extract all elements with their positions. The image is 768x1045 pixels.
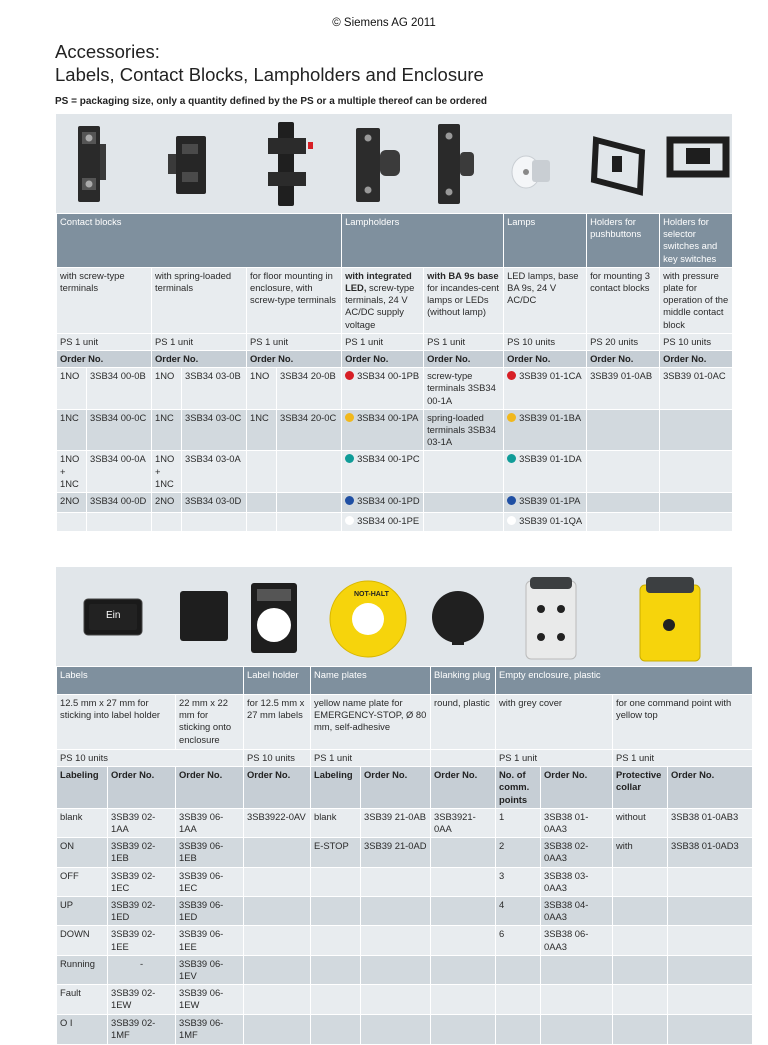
- comm-points: 6: [496, 926, 541, 955]
- ps-cell: PS 10 units: [504, 333, 587, 350]
- product-images-1: [56, 114, 732, 214]
- ps-cell: PS 10 units: [660, 333, 733, 350]
- labeling: DOWN: [57, 926, 108, 955]
- contact-type: 2NO: [57, 493, 87, 513]
- table-row: [57, 513, 733, 532]
- contact-block-floor-image: [268, 122, 313, 206]
- table-row: [57, 985, 753, 1015]
- table-row: [57, 867, 753, 896]
- page-title: [55, 40, 484, 86]
- order-number: 3SB38 01-0AD3: [668, 838, 753, 867]
- ps-cell: PS 20 units: [587, 333, 660, 350]
- table1-ps-row: [57, 333, 733, 350]
- order-number: 3SB34 03-0D: [182, 493, 247, 513]
- lamp-order-white: 3SB39 01-1QA: [504, 513, 587, 532]
- labeling: O I: [57, 1015, 108, 1044]
- collar-header: Protective collar: [613, 767, 668, 809]
- desc-spring-terminals: with spring-loaded terminals: [152, 267, 247, 333]
- desc-enclosure-yellow: for one command point with yellow top: [613, 695, 753, 750]
- blue-led-icon: [345, 496, 354, 505]
- title-line-2: Labels, Contact Blocks, Lampholders and Enclosure: [55, 64, 484, 85]
- order-no-header: Order No.: [587, 351, 660, 368]
- ps-cell: PS 1 unit: [311, 750, 431, 767]
- table-row: [57, 897, 753, 926]
- red-led-icon: [507, 371, 516, 380]
- labeling-header: Labeling: [311, 767, 361, 809]
- labeling-header: Labeling: [57, 767, 108, 809]
- table-row: [57, 838, 753, 867]
- header-name-plates: Name plates: [311, 667, 431, 695]
- labeling: UP: [57, 897, 108, 926]
- labeling: Fault: [57, 985, 108, 1015]
- table-row: [57, 409, 733, 451]
- enclosure-yellow-image: [640, 577, 700, 661]
- white-led-icon: [507, 516, 516, 525]
- accessories-table-1: [56, 213, 733, 532]
- order-number: 3SB34 03-0B: [182, 368, 247, 410]
- lampholder-ba9s-image: [438, 124, 474, 204]
- contact-block-screw-image: [78, 126, 106, 202]
- yellow-led-icon: [507, 413, 516, 422]
- desc-floor-mounting: for floor mounting in enclosure, with screw-type terminals: [247, 267, 342, 333]
- order-number: 3SB39 06-1EE: [176, 926, 244, 955]
- order-number: 3SB39 06-1EV: [176, 955, 244, 984]
- contact-type: 1NC: [152, 409, 182, 451]
- header-label-holder: Label holder: [244, 667, 311, 695]
- blue-led-icon: [507, 496, 516, 505]
- order-no-header: Order No.: [57, 351, 152, 368]
- header-holders-selector: Holders for selector switches and key switches: [660, 214, 733, 268]
- comm-points: 3: [496, 867, 541, 896]
- desc-enclosure-grey: with grey cover: [496, 695, 613, 750]
- order-number: 3SB39 02-1EW: [108, 985, 176, 1015]
- order-no-header: Order No.: [247, 351, 342, 368]
- table2-description-row: [57, 695, 753, 750]
- order-no-header: Order No.: [541, 767, 613, 809]
- ps-cell: PS 1 unit: [152, 333, 247, 350]
- desc-lamps: LED lamps, base BA 9s, 24 V AC/DC: [504, 267, 587, 333]
- red-led-icon: [345, 371, 354, 380]
- ba9s-order: spring-loaded terminals 3SB34 03-1A: [424, 409, 504, 451]
- order-number: 3SB39 06-1AA: [176, 808, 244, 837]
- lamp-order-yellow: 3SB39 01-1BA: [504, 409, 587, 451]
- order-no-header: Order No.: [342, 351, 424, 368]
- lampholder-order-green: 3SB34 00-1PC: [342, 451, 424, 493]
- order-number: 3SB39 06-1EB: [176, 838, 244, 867]
- lamp-order-blue: 3SB39 01-1PA: [504, 493, 587, 513]
- order-number: 3SB34 00-0A: [87, 451, 152, 493]
- desc-blanking-plug: round, plastic: [431, 695, 496, 750]
- comm-points-header: No. of comm. points: [496, 767, 541, 809]
- order-number: 3SB34 03-0A: [182, 451, 247, 493]
- order-no-header: Order No.: [176, 767, 244, 809]
- order-number: 3SB39 02-1EE: [108, 926, 176, 955]
- order-number: 3SB34 00-0D: [87, 493, 152, 513]
- product-image-band-1: [56, 114, 732, 214]
- holder-push-order: 3SB39 01-0AB: [587, 368, 660, 410]
- table2-column-header-row: [57, 767, 753, 809]
- label-square-image: [180, 591, 228, 641]
- table-row: [57, 926, 753, 955]
- collar: with: [613, 838, 668, 867]
- contact-type: 1NO: [57, 368, 87, 410]
- table-row: [57, 451, 733, 493]
- holder-pushbuttons-image: [594, 140, 642, 192]
- contact-type: 1NC: [247, 409, 277, 451]
- order-number: 3SB38 02-0AA3: [541, 838, 613, 867]
- table2-ps-row: [57, 750, 753, 767]
- green-led-icon: [507, 454, 516, 463]
- desc-holders-selector: with pressure plate for operation of the middle contact block: [660, 267, 733, 333]
- order-number: 3SB39 06-1ED: [176, 897, 244, 926]
- ps-cell: PS 10 units: [244, 750, 311, 767]
- order-number: 3SB39 21-0AB: [361, 808, 431, 837]
- lampholder-order-red: 3SB34 00-1PB: [342, 368, 424, 410]
- table-row: [57, 1015, 753, 1044]
- lampholder-order-yellow: 3SB34 00-1PA: [342, 409, 424, 451]
- desc-label-holder: for 12.5 mm x 27 mm labels: [244, 695, 311, 750]
- order-number: 3SB39 06-1EC: [176, 867, 244, 896]
- holder-selector-order: 3SB39 01-0AC: [660, 368, 733, 410]
- ps-cell: PS 1 unit: [342, 333, 424, 350]
- desc-name-plate: yellow name plate for EMERGENCY-STOP, Ø 80 mm, self-adhesive: [311, 695, 431, 750]
- desc-screw-terminals: with screw-type terminals: [57, 267, 152, 333]
- white-led-icon: [345, 516, 354, 525]
- packaging-size-note: PS = packaging size, only a quantity defined by the PS or a multiple thereof can be ordered: [55, 96, 488, 107]
- contact-type: 1NO: [152, 368, 182, 410]
- contact-type: 1NO: [247, 368, 277, 410]
- order-number: 3SB34 00-0B: [87, 368, 152, 410]
- desc-label-22mm: 22 mm x 22 mm for sticking onto enclosure: [176, 695, 244, 750]
- ps-cell: PS 1 unit: [57, 333, 152, 350]
- order-number: 3SB3921-0AA: [431, 808, 496, 837]
- order-no-header: Order No.: [361, 767, 431, 809]
- table1-order-header-row: [57, 351, 733, 368]
- table-row: [57, 368, 733, 410]
- header-holders-pushbuttons: Holders for pushbuttons: [587, 214, 660, 268]
- order-number: 3SB39 02-1EC: [108, 867, 176, 896]
- ps-cell: PS 1 unit: [424, 333, 504, 350]
- order-number: 3SB39 06-1MF: [176, 1015, 244, 1044]
- table-row: [57, 808, 753, 837]
- order-number: 3SB39 21-0AD: [361, 838, 431, 867]
- order-no-header: Order No.: [668, 767, 753, 809]
- order-number: 3SB34 20-0C: [277, 409, 342, 451]
- order-number: 3SB38 04-0AA3: [541, 897, 613, 926]
- table1-header-row: [57, 214, 733, 268]
- table-row: [57, 955, 753, 984]
- lampholder-led-image: [356, 128, 400, 202]
- order-number: 3SB39 02-1MF: [108, 1015, 176, 1044]
- order-no-header: Order No.: [152, 351, 247, 368]
- table-row: [57, 493, 733, 513]
- contact-type: 1NC: [57, 409, 87, 451]
- labeling: blank: [57, 808, 108, 837]
- header-contact-blocks: Contact blocks: [57, 214, 342, 268]
- lamp-order-green: 3SB39 01-1DA: [504, 451, 587, 493]
- order-number: 3SB38 01-0AB3: [668, 808, 753, 837]
- ps-cell: PS 1 unit: [613, 750, 753, 767]
- order-number: 3SB39 02-1ED: [108, 897, 176, 926]
- labeling: OFF: [57, 867, 108, 896]
- header-blanking-plug: Blanking plug: [431, 667, 496, 695]
- order-no-header: Order No.: [431, 767, 496, 809]
- blanking-plug-image: [432, 591, 484, 645]
- labeling: Running: [57, 955, 108, 984]
- order-number: 3SB39 02-1EB: [108, 838, 176, 867]
- ps-cell: PS 1 unit: [496, 750, 613, 767]
- ps-cell: PS 1 unit: [247, 333, 342, 350]
- contact-type: 1NO + 1NC: [57, 451, 87, 493]
- lamp-order-red: 3SB39 01-1CA: [504, 368, 587, 410]
- order-number: 3SB3922-0AV: [244, 808, 311, 837]
- order-no-header: Order No.: [504, 351, 587, 368]
- desc-holders-push: for mounting 3 contact blocks: [587, 267, 660, 333]
- lampholder-order-blue: 3SB34 00-1PD: [342, 493, 424, 513]
- labeling: E-STOP: [311, 838, 361, 867]
- product-images-2: [56, 567, 732, 667]
- accessories-table-2: [56, 666, 753, 1045]
- order-number: 3SB34 20-0B: [277, 368, 342, 410]
- order-number: -: [108, 955, 176, 984]
- product-image-band-2: [56, 567, 732, 667]
- desc-lampholder-led: with integrated LED, screw-type terminals, 24 V AC/DC supply voltage: [342, 267, 424, 333]
- order-number: 3SB38 01-0AA3: [541, 808, 613, 837]
- order-number: 3SB38 06-0AA3: [541, 926, 613, 955]
- copyright-notice: © Siemens AG 2011: [332, 17, 436, 29]
- order-no-header: Order No.: [108, 767, 176, 809]
- order-no-header: Order No.: [660, 351, 733, 368]
- yellow-led-icon: [345, 413, 354, 422]
- labeling: ON: [57, 838, 108, 867]
- header-labels: Labels: [57, 667, 244, 695]
- labeling: blank: [311, 808, 361, 837]
- collar: without: [613, 808, 668, 837]
- enclosure-grey-image: [526, 577, 576, 659]
- order-number: 3SB39 06-1EW: [176, 985, 244, 1015]
- label-sample-text: Ein: [106, 610, 121, 621]
- order-number: 3SB38 03-0AA3: [541, 867, 613, 896]
- header-lampholders: Lampholders: [342, 214, 504, 268]
- title-line-1: Accessories:: [55, 41, 160, 62]
- table1-description-row: [57, 267, 733, 333]
- ba9s-order: screw-type terminals 3SB34 00-1A: [424, 368, 504, 410]
- order-number: 3SB34 03-0C: [182, 409, 247, 451]
- order-no-header: Order No.: [424, 351, 504, 368]
- comm-points: 1: [496, 808, 541, 837]
- contact-type: 2NO: [152, 493, 182, 513]
- contact-type: 1NO + 1NC: [152, 451, 182, 493]
- label-holder-image: [251, 583, 297, 653]
- header-lamps: Lamps: [504, 214, 587, 268]
- led-lamp-image: [512, 156, 550, 188]
- contact-block-spring-image: [168, 136, 206, 194]
- order-number: 3SB34 00-0C: [87, 409, 152, 451]
- order-no-header: Order No.: [244, 767, 311, 809]
- ps-cell: PS 10 units: [57, 750, 244, 767]
- estop-plate-text: NOT-HALT: [354, 591, 389, 598]
- lampholder-order-white: 3SB34 00-1PE: [342, 513, 424, 532]
- order-number: 3SB39 02-1AA: [108, 808, 176, 837]
- holder-selector-switches-image: [670, 140, 726, 174]
- comm-points: 2: [496, 838, 541, 867]
- comm-points: 4: [496, 897, 541, 926]
- desc-lampholder-ba9s: with BA 9s base for incandes-cent lamps or LEDs (without lamp): [424, 267, 504, 333]
- desc-label-12-5mm: 12.5 mm x 27 mm for sticking into label holder: [57, 695, 176, 750]
- table2-header-row: [57, 667, 753, 695]
- green-led-icon: [345, 454, 354, 463]
- header-empty-enclosure: Empty enclosure, plastic: [496, 667, 753, 695]
